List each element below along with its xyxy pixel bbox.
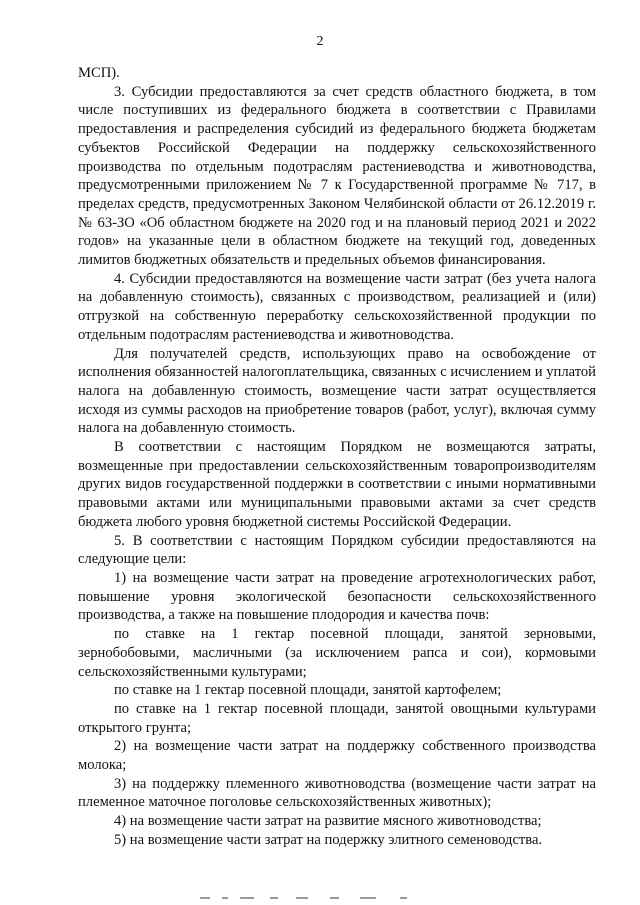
paragraph-clause-5: 5. В соответствии с настоящим Порядком субсидии предоставляются на следующие цели: xyxy=(78,532,596,568)
paragraph-continuation: МСП). xyxy=(78,65,120,81)
paragraph-clause-4: 4. Субсидии предоставляются на возмещение части затрат (без учета налога на добавленную стоимость), связанных с производством, реализацией и (или) отгрузкой на собственную переработку сельскохозяйственной продукции по отдельным подотраслям растениеводства и животноводства. xyxy=(78,270,596,343)
document-body xyxy=(78,64,596,850)
paragraph-vat-exemption: Для получателей средств, использующих право на освобождение от исполнения обязанностей налогоплательщика, связанных с исчислением и уплатой налога на добавленную стоимость, возмещение части затрат осуществляется исходя из суммы расходов на приобретение товаров (работ, услуг), включая сумму налога на добавленную стоимость. xyxy=(78,345,596,437)
paragraph-non-reimbursable: В соответствии с настоящим Порядком не возмещаются затраты, возмещенные при предоставлении сельскохозяйственным товаропроизводителям других видов государственной поддержки в соответствии с иными нормативными правовыми актами или муниципальными правовыми актами за счет средств бюджета любого уровня бюджетной системы Российской Федерации. xyxy=(78,439,596,530)
list-item-1: 1) на возмещение части затрат на проведение агротехнологических работ, повышение уровня экологической безопасности сельскохозяйственного производства, а также на повышение плодородия и качества почв: xyxy=(78,569,596,624)
list-item-3: 3) на поддержку племенного животноводства (возмещение части затрат на племенное маточное поголовье сельскохозяйственных животных); xyxy=(78,775,596,811)
list-item-4: 4) на возмещение части затрат на развитие мясного животноводства; xyxy=(114,813,542,830)
list-item-2: 2) на возмещение части затрат на поддержку собственного производства молока; xyxy=(78,738,596,774)
scan-artifacts xyxy=(200,897,440,901)
sub-item-potatoes: по ставке на 1 гектар посевной площади, занятой картофелем; xyxy=(114,682,502,699)
sub-item-vegetables: по ставке на 1 гектар посевной площади, занятой овощными культурами открытого грунта; xyxy=(78,700,596,736)
sub-item-grain-crops: по ставке на 1 гектар посевной площади, занятой зерновыми, зернобобовыми, масличными (за исключением рапса и сои), кормовыми сельскохозяйственными культурами; xyxy=(78,626,596,680)
list-item-5: 5) на возмещение части затрат на подержку элитного семеноводства. xyxy=(114,831,543,848)
paragraph-clause-3: 3. Субсидии предоставляются за счет средств областного бюджета, в том числе поступивших из федерального бюджета в соответствии с Правилами предоставления и распределения субсидий из федерального бюджета бюджетам субъектов Российской Федерации на поддержку сельскохозяйственного производства по отдельным подотраслям растениеводства и животноводства, предусмотренными приложением № 7 к Государственной программе № 717, в пределах средств, предусмотренных Законом Челябинской области от 26.12.2019 г. № 63-ЗО «Об областном бюджете на 2020 год и на плановый период 2021 и 2022 годов» на указанные цели в областном бюджете на текущий год, доведенных лимитов бюджетных обязательств и предельных объемов финансирования. xyxy=(78,83,596,269)
page-number: 2 xyxy=(316,34,324,49)
